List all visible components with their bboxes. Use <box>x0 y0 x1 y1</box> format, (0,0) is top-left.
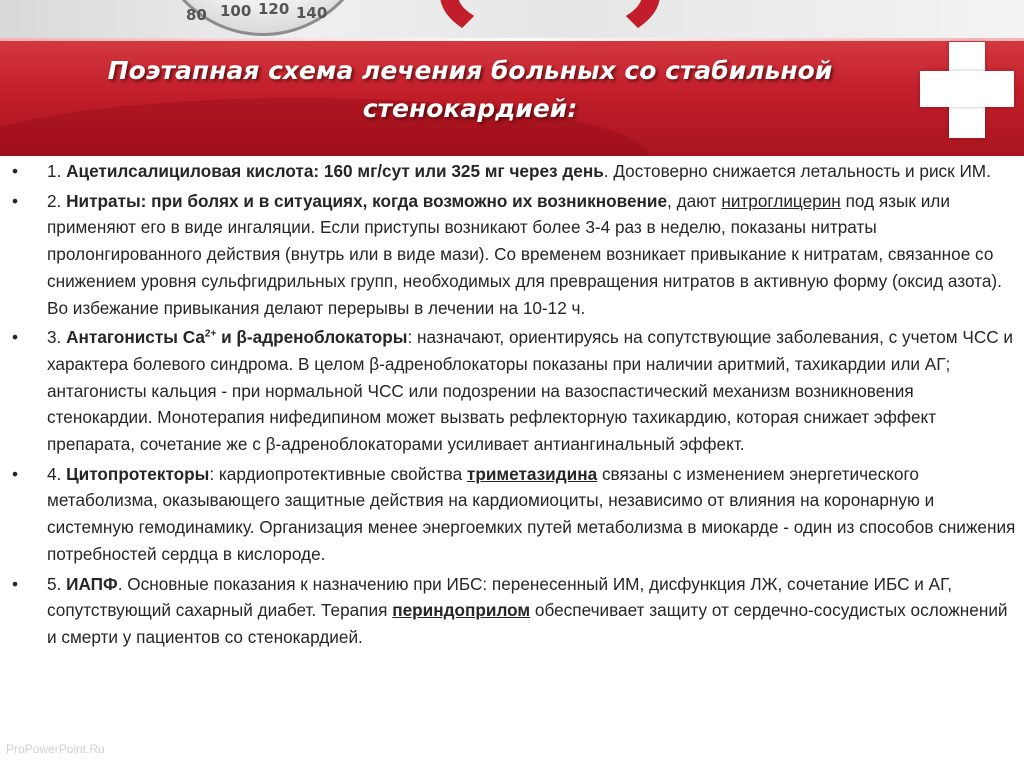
gauge-number: 120 <box>258 0 290 18</box>
item-text: : кардиопротективные свойства <box>209 463 463 484</box>
item-number: 4. <box>47 463 62 484</box>
list-item <box>0 571 1024 651</box>
item-heading: Ацетилсалициловая кислота: 160 мг/сут или 325 мг через день <box>66 161 604 181</box>
cross-horizontal-bar <box>920 71 1014 107</box>
item-heading: Цитопротекторы <box>66 463 210 484</box>
item-heading: Нитраты: при болях и в ситуациях, когда возможно их возникновение <box>66 190 668 211</box>
item-text: связаны с изменением энергетического метаболизма, оказывающего защитные действия на кардиомиоциты, независимо от влияния на коронарную и системную гемодинамику. Организация менее энергоемких путей метаболизма в миокарде - один из способов снижения потребностей сердца в кислороде. <box>47 463 1016 564</box>
list-item <box>0 188 1024 322</box>
bullet-icon: • <box>12 573 19 594</box>
list-item <box>0 158 1024 185</box>
item-heading: ИАПФ <box>66 573 118 594</box>
bullet-icon: • <box>12 327 19 348</box>
bullet-icon: • <box>12 161 19 181</box>
perindopril-link[interactable]: периндоприлом <box>392 600 531 621</box>
header-stripe <box>0 38 1024 41</box>
item-number: 2. <box>47 190 62 211</box>
item-number: 1. <box>47 161 62 181</box>
list-item <box>0 461 1024 568</box>
slide-title <box>40 52 900 128</box>
stethoscope-tube-image <box>440 0 660 40</box>
item-heading-part: Антагонисты Са <box>66 327 205 348</box>
item-text: под язык или применяют его в виде ингаляции. Если приступы возникают более 3-4 раз в неделю, показаны нитраты пролонгированного действия (внутрь или в виде мази). Со временем возникает привыкание к нитратам, связанное со снижением уровня сульфгидрильных групп, необходимых для превращения нитратов в активную форму (оксид азота). Во избежание привыкания делают перерывы в лечении на 10-12 ч. <box>47 190 1002 318</box>
slide-header <box>0 38 1024 156</box>
item-text: . Основные показания к назначению при ИБС: перенесенный ИМ, дисфункция ЛЖ, сочетание ИБС и АГ, сопутствующий сахарный диабет. Терапия <box>47 573 953 621</box>
item-number: 3. <box>47 327 62 348</box>
item-heading <box>66 327 407 347</box>
item-heading-part: и β-адреноблокаторы <box>221 327 408 348</box>
nitroglycerin-link[interactable]: нитроглицерин <box>721 190 841 211</box>
item-text: , дают <box>667 190 717 211</box>
item-text: обеспечивает защиту от сердечно-сосудистых осложнений и смерти у пациентов со стенокардией. <box>47 600 1008 647</box>
slide-content <box>0 158 1024 758</box>
item-text: : назначают, ориентируясь на сопутствующие заболевания, с учетом ЧСС и характера болевого синдрома. В целом β-адреноблокаторы показаны при наличии аритмий, тахикардии или АГ; антагонисты кальция - при нормальной ЧСС или подозрении на вазоспастический механизм возникновения стенокардии. Монотерапия нифедипином может вызвать рефлекторную тахикардию, которая снижает эффект препарата, сочетание же с β-адреноблокаторами усиливает антиангинальный эффект. <box>47 327 1014 455</box>
gauge-number: 100 <box>220 2 252 20</box>
item-heading-superscript: 2+ <box>204 328 217 340</box>
treatment-list <box>0 158 1024 651</box>
item-text: . Достоверно снижается летальность и риск ИМ. <box>603 161 991 181</box>
bullet-icon: • <box>12 463 19 484</box>
gauge-number: 140 <box>296 4 328 22</box>
gauge-number: 80 <box>186 6 207 24</box>
watermark: ProPowerPoint.Ru <box>6 742 105 756</box>
medical-cross-icon <box>918 40 1016 140</box>
item-number: 5. <box>47 573 62 594</box>
header-photo <box>0 0 1024 40</box>
bullet-icon: • <box>12 190 19 211</box>
trimetazidine-link[interactable]: триметазидина <box>466 463 598 484</box>
slide-title-line1: Поэтапная схема лечения больных со стабильной <box>107 56 833 85</box>
slide-title-line2: стенокардией: <box>362 94 578 123</box>
gauge-numbers <box>178 0 378 30</box>
list-item <box>0 324 1024 458</box>
